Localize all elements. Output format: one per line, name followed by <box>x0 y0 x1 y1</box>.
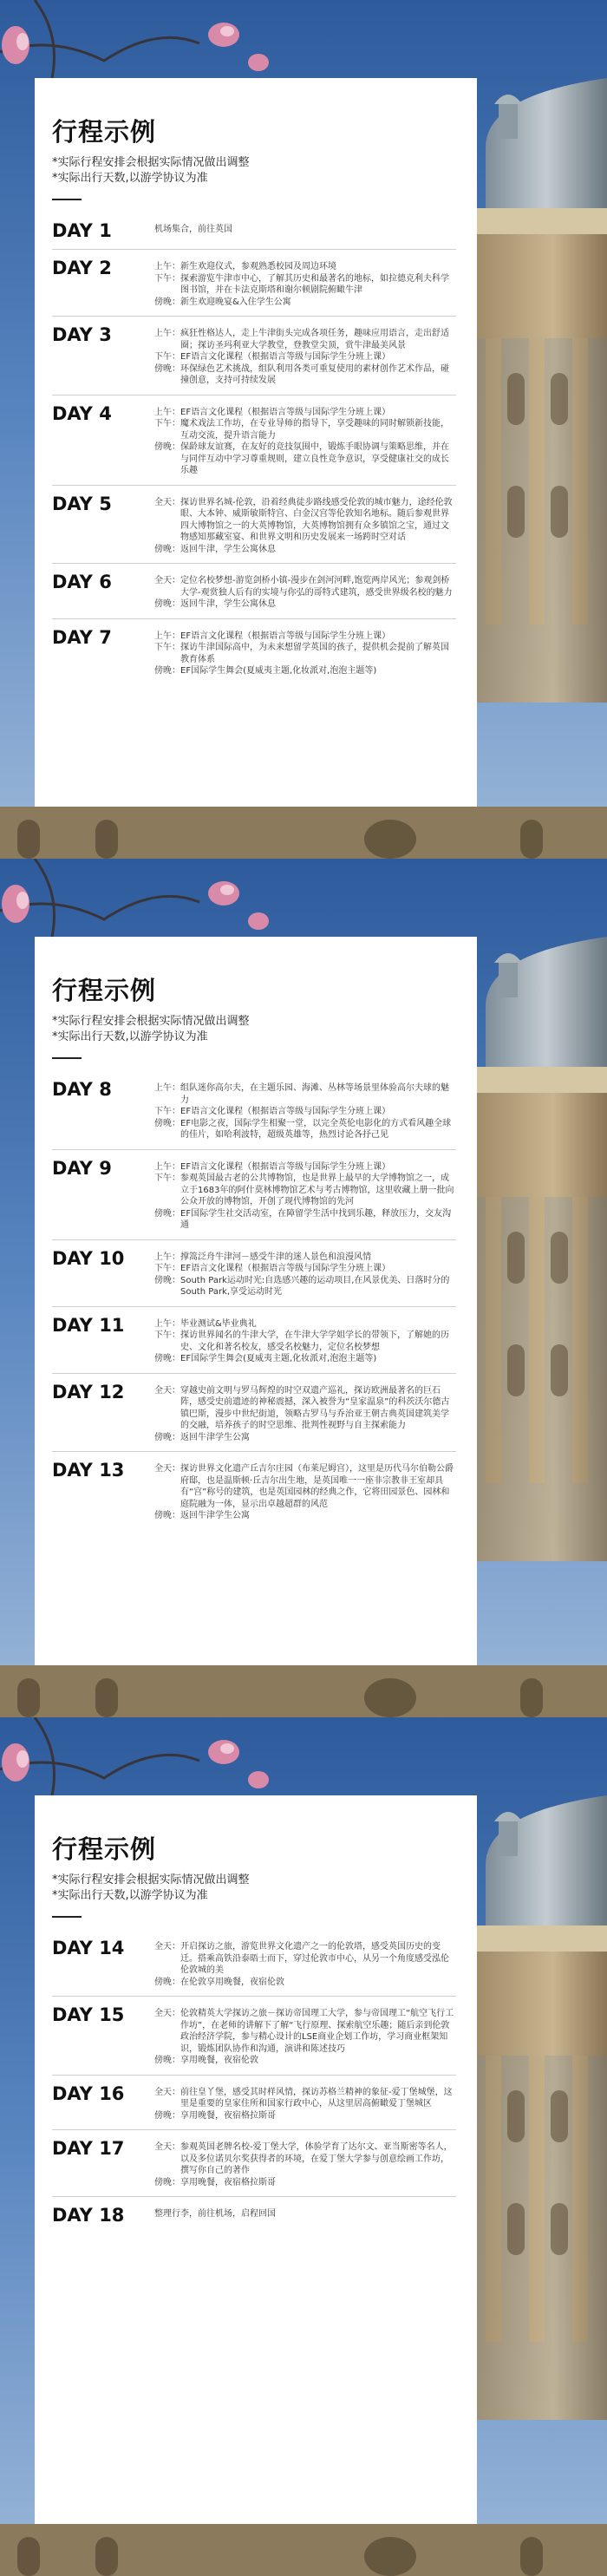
activity-text: EF语言文化课程（根据语言等级与国际学生分班上课） <box>180 631 391 641</box>
activity-text: EF语言文化课程（根据语言等级与国际学生分班上课） <box>180 1161 391 1172</box>
day-schedule <box>154 627 456 677</box>
page-title: 行程示例 <box>52 117 157 147</box>
day-label: DAY 14 <box>52 1938 125 1958</box>
activity-text: 参观英国最古老的公共博物馆，也是世界上最早的大学博物馆之一，成立于1683年的阿什莫林博物馆艺术与考古博物馆，这里收藏上册一批向公众开放的博物馆，开创了现代博物馆的先河 <box>180 1174 454 1206</box>
schedule-line <box>154 2008 456 2055</box>
day-label: DAY 4 <box>52 402 112 424</box>
activity-text: 疯狂性格达人，走上牛津街头完成各项任务，趣味应用语言，走出舒适圈；探访圣玛利亚大学教堂，登教堂尖顶，赏牛津最美风景 <box>180 329 449 350</box>
schedule-line <box>154 1082 456 1106</box>
itinerary-card <box>35 937 477 1665</box>
day-schedule <box>154 1460 456 1522</box>
day-schedule <box>154 2138 456 2188</box>
day-schedule <box>154 258 456 308</box>
activity-text: EF语言文化课程（根据语言等级与国际学生分班上课） <box>180 1264 391 1273</box>
itinerary-page <box>0 859 607 1717</box>
activity-text: 穿越史前文明与罗马辉煌的时空双遗产巡礼，探访欧洲最著名的巨石阵，感受史前遗迹的神秘震撼，深入被誉为“皇家温泉”的科茨沃尔德古镇巴斯，漫步中世纪街道，领略古罗马与乔治亚王朝古典英国建筑美学的交融，培养孩子的时空思维、批判性视野与自主探索能力 <box>180 1385 450 1430</box>
activity-text: 整理行李，前往机场，启程回国 <box>154 2209 276 2219</box>
days-note: *实际出行天数,以游学协议为准 <box>52 1030 208 1043</box>
itinerary-page <box>0 0 607 859</box>
activity-text: 探访牛津国际高中，为未来想留学英国的孩子，提供机会提前了解英国教育体系 <box>180 643 449 664</box>
day-schedule <box>154 494 456 556</box>
schedule-line <box>154 544 456 556</box>
schedule-line <box>154 2110 456 2122</box>
time-of-day-label: 全天： <box>154 1464 180 1474</box>
activity-text: 前往皇丫堡，感受其时样风情，探访苏格兰精神的象征-爱丁堡城堡，这里是重要的皇家住所和国家行政中心，从这里居高俯瞰爱丁堡城区 <box>180 2087 453 2109</box>
day-schedule <box>154 572 456 611</box>
schedule-line <box>154 631 456 643</box>
activity-text: 环保绿色艺术挑战，组队利用各类可重复使用的素材创作艺术作品，碰撞创意，支持可持续发展 <box>180 363 449 385</box>
title-divider <box>52 1916 82 1918</box>
schedule-line <box>154 1263 456 1275</box>
schedule-line <box>154 2087 456 2110</box>
day-row <box>52 1307 456 1374</box>
time-of-day-label: 傍晚： <box>154 544 180 554</box>
schedule-line <box>154 1118 456 1141</box>
activity-text: 返回牛津，学生公寓休息 <box>180 544 276 554</box>
activity-text: EF电影之夜，国际学生相聚一堂，以完全英伦电影化的方式看风趣全球的佳片，如哈利波特，超级英雄等，热烈讨论各抒己见 <box>180 1118 452 1140</box>
adjustment-note: *实际行程安排会根据实际情况做出调整 <box>52 1873 250 1886</box>
schedule-line <box>154 2177 456 2189</box>
time-of-day-label: 下午： <box>154 643 180 652</box>
activity-text: 新生欢迎仪式，参观熟悉校园及周边环境 <box>180 262 336 271</box>
activity-text: 组队迷你高尔夫，在主题乐园、海滩、丛林等场景里体验高尔夫球的魅力 <box>180 1083 449 1105</box>
time-of-day-label: 下午： <box>154 273 180 284</box>
time-of-day-label: 全天： <box>154 2142 180 2152</box>
time-of-day-label: 全天： <box>154 2087 180 2097</box>
activity-text: 探索游览牛津市中心，了解其历史和最著名的地标，如拉德克利夫科学图书馆，并在卡法克斯塔和谢尔顿剧院俯瞰牛津 <box>180 273 449 295</box>
schedule-line <box>154 273 456 297</box>
day-schedule <box>154 2004 456 2067</box>
day-row <box>52 1930 456 1997</box>
schedule-line <box>154 1161 456 1174</box>
schedule-line <box>154 297 456 309</box>
schedule-line <box>154 2208 456 2220</box>
time-of-day-label: 上午： <box>154 1318 180 1329</box>
day-row <box>52 2130 456 2197</box>
activity-text: EF国际学生社交活动室，在障留学生活中找到乐趣，释放压力，交友沟通 <box>180 1208 452 1230</box>
time-of-day-label: 下午： <box>154 1264 180 1273</box>
time-of-day-label: 上午： <box>154 262 180 271</box>
day-schedule <box>154 403 456 477</box>
day-label: DAY 15 <box>52 2004 125 2025</box>
day-schedule <box>154 2083 456 2122</box>
activity-text: 机场集合，前往英国 <box>154 225 232 234</box>
time-of-day-label: 傍晚： <box>154 1354 180 1363</box>
day-schedule <box>154 1315 456 1365</box>
days-note: *实际出行天数,以游学协议为准 <box>52 1889 208 1902</box>
schedule-line <box>154 1510 456 1522</box>
day-label: DAY 10 <box>52 1247 125 1269</box>
day-list <box>52 1071 456 1530</box>
activity-text: 返回牛津学生公寓 <box>180 1432 250 1442</box>
time-of-day-label: 傍晚： <box>154 1432 180 1442</box>
schedule-line <box>154 2141 456 2177</box>
time-of-day-label: 上午： <box>154 631 180 641</box>
adjustment-note: *实际行程安排会根据实际情况做出调整 <box>52 156 250 169</box>
schedule-line <box>154 1941 456 1977</box>
days-note: *实际出行天数,以游学协议为准 <box>52 172 208 185</box>
time-of-day-label: 傍晚： <box>154 363 180 374</box>
itinerary-card <box>35 78 477 807</box>
schedule-line <box>154 1318 456 1330</box>
time-of-day-label: 傍晚： <box>154 666 180 676</box>
activity-text: 享用晚餐，夜宿格拉斯哥 <box>180 2177 276 2187</box>
day-schedule <box>154 1938 456 1988</box>
activity-text: EF国际学生舞会(夏威夷主题,化妆派对,泡泡主题等) <box>180 666 377 676</box>
schedule-line <box>154 1353 456 1365</box>
day-row <box>52 564 456 619</box>
time-of-day-label: 上午： <box>154 329 180 338</box>
day-label: DAY 12 <box>52 1381 125 1402</box>
title-divider <box>52 199 82 200</box>
day-schedule <box>154 2205 456 2220</box>
activity-text: EF语言文化课程（根据语言等级与国际学生分班上课） <box>180 352 391 362</box>
time-of-day-label: 全天： <box>154 576 180 585</box>
title-divider <box>52 1057 82 1059</box>
schedule-line <box>154 1252 456 1264</box>
day-row <box>52 619 456 685</box>
schedule-line <box>154 1330 456 1353</box>
schedule-line <box>154 2055 456 2067</box>
day-label: DAY 7 <box>52 626 112 648</box>
activity-text: 探访世界名城-伦敦，沿着经典徒步路线感受伦敦的城市魅力，途经伦敦眼、大本钟、威斯敏斯特宫、白金汉宫等伦敦知名地标。随后参观世界四大博物馆之一的大英博物馆，大英博物馆拥有众多镇馆之宝，通过文物感知那藏室宴、和世界文明和历史发展来一场跨时空对话 <box>180 497 453 542</box>
time-of-day-label: 全天： <box>154 1942 180 1952</box>
day-row <box>52 486 456 565</box>
day-row <box>52 1374 456 1453</box>
day-schedule <box>154 1248 456 1298</box>
time-of-day-label: 傍晚： <box>154 1511 180 1520</box>
schedule-line <box>154 328 456 351</box>
time-of-day-label: 傍晚： <box>154 1118 180 1128</box>
time-of-day-label: 下午： <box>154 419 180 428</box>
schedule-line <box>154 363 456 387</box>
schedule-line <box>154 497 456 544</box>
schedule-line <box>154 1208 456 1232</box>
time-of-day-label: 傍晚： <box>154 1275 180 1285</box>
activity-text: 撑篙泛舟牛津河－感受牛津的迷人景色和浪漫风情 <box>180 1252 371 1262</box>
time-of-day-label: 下午： <box>154 352 180 362</box>
activity-text: 探访世界闻名的牛津大学，在牛津大学学姐学长的带领下，了解她的历史、文化和著名校友，感受名校魅力，定位名校梦想 <box>180 1330 449 1352</box>
day-label: DAY 17 <box>52 2138 125 2159</box>
day-schedule <box>154 1382 456 1444</box>
activity-text: 享用晚餐，夜宿伦敦 <box>180 2056 258 2065</box>
itinerary-card <box>35 1795 477 2524</box>
adjustment-note: *实际行程安排会根据实际情况做出调整 <box>52 1015 250 1028</box>
schedule-line <box>154 351 456 363</box>
day-schedule <box>154 324 456 387</box>
time-of-day-label: 傍晚： <box>154 2177 180 2187</box>
time-of-day-label: 傍晚： <box>154 2056 180 2065</box>
activity-text: 魔术戏法工作坊，在专业导师的指导下，享受趣味的同时解锁新技能，互动交流，提升语言能力 <box>180 419 449 441</box>
day-row <box>52 2197 456 2233</box>
day-label: DAY 3 <box>52 324 112 345</box>
day-row <box>52 212 456 250</box>
day-label: DAY 16 <box>52 2082 125 2104</box>
day-label: DAY 2 <box>52 258 112 278</box>
day-label: DAY 1 <box>52 220 112 241</box>
time-of-day-label: 傍晚： <box>154 297 180 307</box>
time-of-day-label: 傍晚： <box>154 2110 180 2121</box>
day-label: DAY 11 <box>52 1314 125 1336</box>
day-label: DAY 9 <box>52 1157 112 1179</box>
day-label: DAY 6 <box>52 572 112 592</box>
schedule-line <box>154 441 456 477</box>
activity-text: 开启探访之旅，游览世界文化遗产之一的伦敦塔，感受英国历史的变迁。搭乘高铁沿泰晤士而下，穿过伦敦市中心，从另一个角度感受泓伦伦敦城的美 <box>180 1942 449 1975</box>
activity-text: 探访世界文化遗产丘吉尔庄园（布莱尼姆宫），这里是历代马尔伯勒公爵府邸，也是温斯顿·丘吉尔出生地，是英国唯一一座非宗教非王室却具有“宫”称号的建筑，也是英国园林的经典之作，它将田园景色、园林和庭院融为一体，显示出卓越超群的风范 <box>180 1464 454 1509</box>
time-of-day-label: 傍晚： <box>154 442 180 452</box>
time-of-day-label: 上午： <box>154 407 180 417</box>
page-title: 行程示例 <box>52 1834 157 1864</box>
schedule-line <box>154 575 456 598</box>
activity-text: 定位名校梦想-游览剑桥小镇-漫步在剑河河畔,饱览两岸风光；参观剑桥大学-观赏独人后有的实境与你弘的哥特式建筑，感受世界级名校的魅力 <box>180 576 453 598</box>
day-row <box>52 1997 456 2076</box>
schedule-line <box>154 1463 456 1510</box>
time-of-day-label: 傍晚： <box>154 599 180 609</box>
day-label: DAY 5 <box>52 493 112 514</box>
time-of-day-label: 上午： <box>154 1161 180 1172</box>
time-of-day-label: 上午： <box>154 1252 180 1262</box>
time-of-day-label: 下午： <box>154 1330 180 1340</box>
day-label: DAY 8 <box>52 1079 112 1100</box>
time-of-day-label: 全天： <box>154 497 180 507</box>
day-schedule <box>154 1158 456 1232</box>
day-label: DAY 18 <box>52 2205 125 2226</box>
time-of-day-label: 下午： <box>154 1174 180 1183</box>
day-list <box>52 1930 456 2233</box>
activity-text: 伦敦精英大学探访之旅－探访帝国理工大学，参与帝国理工“航空飞行工作坊”，在老师的讲解下了解“飞行原理、探索航空乐趣；随后亲到伦敦政治经济学院，参与精心设计的LSE商业企划工作坊，学习商业框架知识，锻炼团队协作和沟通，演讲和陈述技巧 <box>180 2009 454 2054</box>
day-row <box>52 317 456 396</box>
time-of-day-label: 下午： <box>154 1107 180 1116</box>
day-schedule <box>154 1079 456 1141</box>
activity-text: South Park运动时光:自选感兴趣的运动项目,在风景优美、日落时分的South Park,享受运动时光 <box>180 1275 450 1297</box>
schedule-line <box>154 1432 456 1444</box>
time-of-day-label: 全天： <box>154 2009 180 2018</box>
day-row <box>52 1240 456 1307</box>
schedule-line <box>154 407 456 419</box>
activity-text: EF语言文化课程（根据语言等级与国际学生分班上课） <box>180 1107 391 1116</box>
activity-text: 保龄球友谊赛，在友好的竞技氛围中，锻炼手眼协调与策略思维，并在与同伴互动中学习尊重规则，建立良性竞争意识，享受健康社交的成长乐趣 <box>180 442 449 475</box>
page-title: 行程示例 <box>52 976 157 1005</box>
time-of-day-label: 上午： <box>154 1083 180 1093</box>
activity-text: 返回牛津，学生公寓休息 <box>180 599 276 609</box>
schedule-line <box>154 642 456 665</box>
schedule-line <box>154 1977 456 1989</box>
schedule-line <box>154 1275 456 1298</box>
day-schedule <box>154 220 456 236</box>
day-list <box>52 212 456 685</box>
schedule-line <box>154 224 456 236</box>
activity-text: 参观英国老牌名校-爱丁堡大学，体验学育了达尔文、亚当斯密等名人，以及多位诺贝尔奖获得者的环境，在爱丁堡大学参与创意绘画工作坊，撰写你自己的著作 <box>180 2142 453 2175</box>
activity-text: 享用晚餐，夜宿格拉斯哥 <box>180 2110 276 2121</box>
itinerary-page <box>0 1717 607 2576</box>
activity-text: 毕业测试&毕业典礼 <box>180 1318 257 1329</box>
activity-text: 在伦敦享用晚餐，夜宿伦敦 <box>180 1977 284 1987</box>
activity-text: 新生欢迎晚宴&入住学生公寓 <box>180 297 291 307</box>
day-row <box>52 250 456 317</box>
activity-text: EF语言文化课程（根据语言等级与国际学生分班上课） <box>180 407 391 417</box>
day-row <box>52 396 456 486</box>
time-of-day-label: 傍晚： <box>154 1977 180 1987</box>
time-of-day-label: 全天： <box>154 1385 180 1396</box>
schedule-line <box>154 1385 456 1432</box>
schedule-line <box>154 418 456 441</box>
day-row <box>52 1452 456 1530</box>
day-row <box>52 1150 456 1240</box>
activity-text: 返回牛津学生公寓 <box>180 1511 250 1520</box>
day-label: DAY 13 <box>52 1460 125 1481</box>
schedule-line <box>154 665 456 677</box>
day-row <box>52 2076 456 2131</box>
schedule-line <box>154 1173 456 1208</box>
time-of-day-label: 傍晚： <box>154 1208 180 1219</box>
schedule-line <box>154 1106 456 1118</box>
activity-text: EF国际学生舞会(夏威夷主题,化妆派对,泡泡主题等) <box>180 1354 377 1363</box>
schedule-line <box>154 598 456 611</box>
day-row <box>52 1071 456 1150</box>
schedule-line <box>154 261 456 273</box>
